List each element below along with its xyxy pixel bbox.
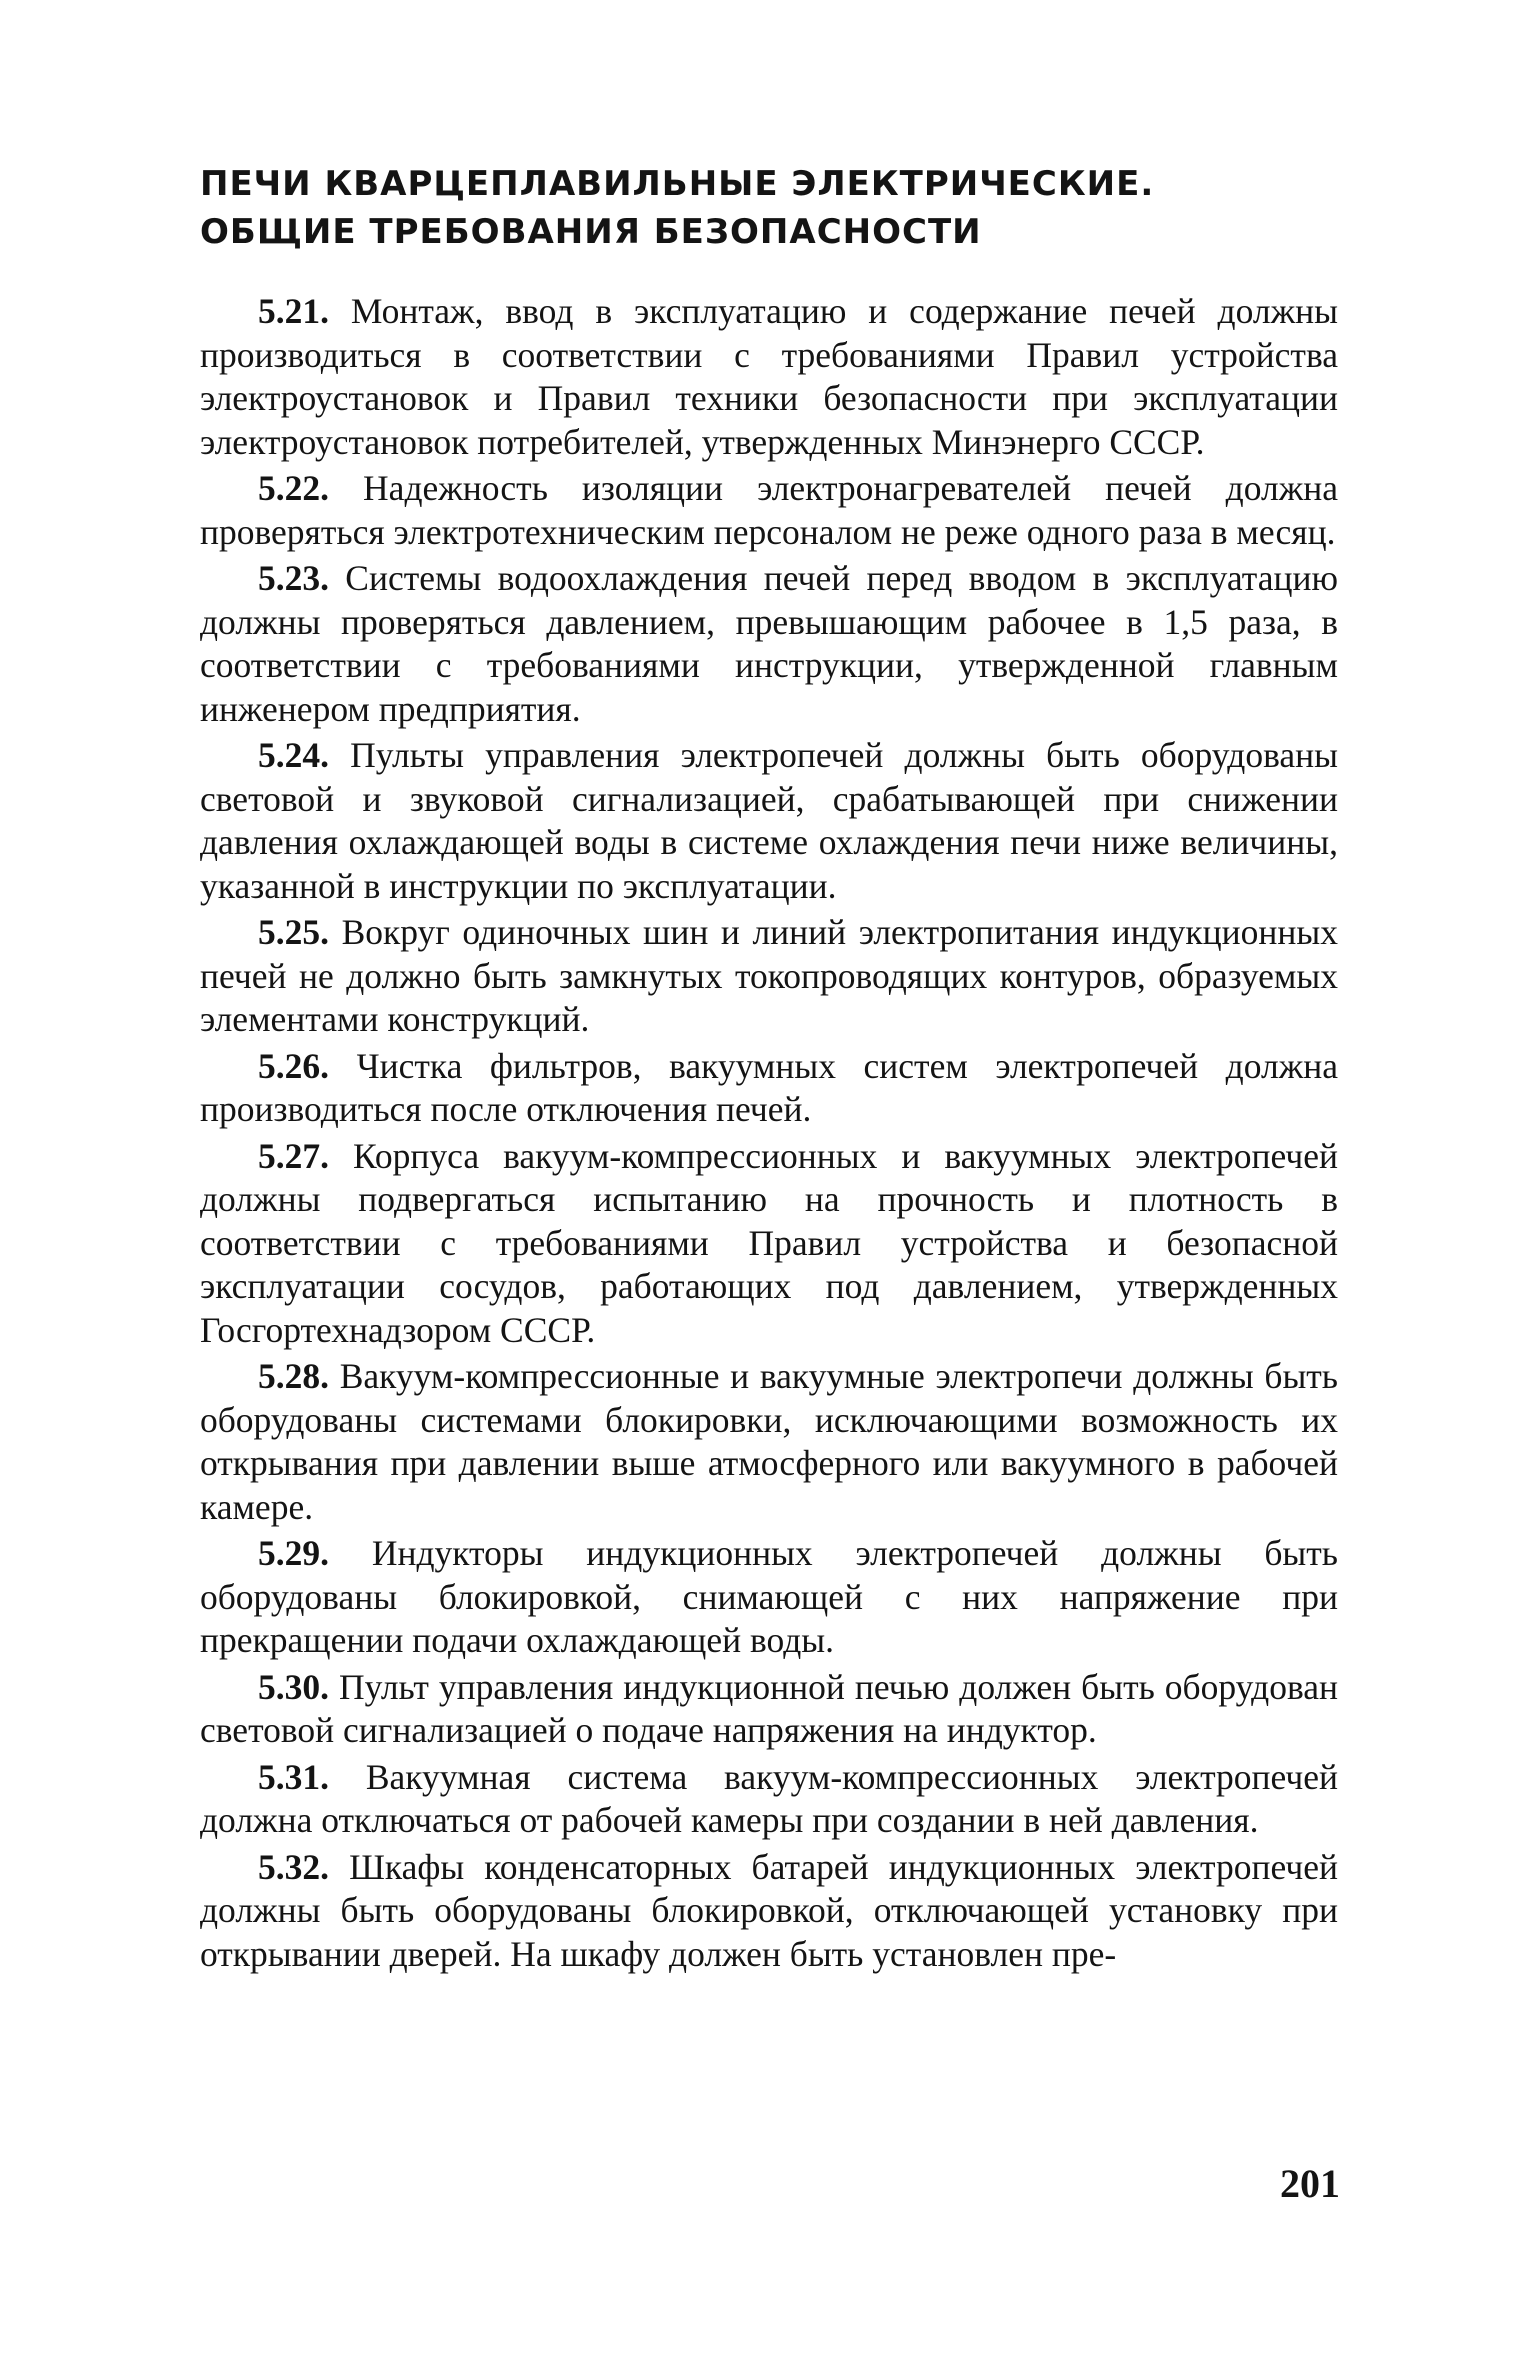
paragraph-number: 5.22. <box>258 468 329 508</box>
paragraph-text: Надежность изоляции электронагревателей печей должна проверяться электротехническим персоналом не реже одного раза в месяц. <box>200 468 1338 552</box>
paragraph-number: 5.21. <box>258 291 329 331</box>
paragraph-number: 5.29. <box>258 1533 329 1573</box>
paragraph-5-32 <box>200 1846 1338 1977</box>
paragraph-text: Шкафы конденсаторных батарей индукционных электропечей должны быть оборудованы блокировкой, отключающей установку при открывании дверей. На шкафу должен быть установлен пре- <box>200 1846 1338 1974</box>
paragraph-5-22 <box>200 467 1338 554</box>
paragraph-5-25 <box>200 911 1338 1042</box>
paragraph-5-28 <box>200 1355 1338 1529</box>
heading-line-1: ПЕЧИ КВАРЦЕПЛАВИЛЬНЫЕ ЭЛЕКТРИЧЕСКИЕ. <box>200 164 1155 204</box>
section-body <box>200 290 1338 1976</box>
paragraph-5-27 <box>200 1135 1338 1353</box>
paragraph-text: Вакуум-компрессионные и вакуумные электропечи должны быть оборудованы системами блокировки, исключающими возможность их открывания при давлении выше атмосферного или вакуумного в рабочей камере. <box>200 1356 1339 1527</box>
section-heading <box>200 160 1350 256</box>
paragraph-5-21 <box>200 290 1338 464</box>
paragraph-number: 5.32. <box>258 1846 329 1887</box>
paragraph-number: 5.27. <box>258 1135 329 1176</box>
paragraph-5-30 <box>200 1666 1338 1753</box>
paragraph-text: Чистка фильтров, вакуумных систем электропечей должна производиться после отключения печей. <box>200 1045 1339 1129</box>
paragraph-text: Вокруг одиночных шин и линий электропитания индукционных печей не должно быть замкнутых токопроводящих контуров, образуемых элементами конструкций. <box>200 912 1339 1039</box>
page-number: 201 <box>1280 2161 1340 2206</box>
paragraph-5-24 <box>200 734 1338 908</box>
paragraph-text: Пульты управления электропечей должны быть оборудованы световой и звуковой сигнализацией, срабатывающей при снижении давления охлаждающей воды в системе охлаждения печи ниже величины, указанной в инструкции по эксплуатации. <box>200 735 1338 906</box>
paragraph-text: Корпуса вакуум-компрессионных и вакуумных электропечей должны подвергаться испытанию на прочность и плотность в соответствии с требованиями Правил устройства и безопасной эксплуатации сосудов, работающих под давлением, утвержденных Госгортехнадзором СССР. <box>200 1135 1338 1350</box>
paragraph-text: Системы водоохлаждения печей перед вводом в эксплуатацию должны проверяться давлением, превышающим рабочее в 1,5 раза, в соответствии с требованиями инструкции, утвержденной главным инженером предприятия. <box>200 558 1338 729</box>
paragraph-5-31 <box>200 1756 1338 1843</box>
paragraph-text: Вакуумная система вакуум-компрессионных электропечей должна отключаться от рабочей камеры при создании в ней давления. <box>200 1756 1339 1840</box>
paragraph-5-29 <box>200 1532 1338 1663</box>
paragraph-text: Монтаж, ввод в эксплуатацию и содержание печей должны производиться в соответствии с требованиями Правил устройства электроустановок и Правил техники безопасности при эксплуатации электроустановок потребителей, утвержденных Минэнерго СССР. <box>200 291 1338 462</box>
paragraph-5-26 <box>200 1045 1338 1132</box>
heading-line-2: ОБЩИЕ ТРЕБОВАНИЯ БЕЗОПАСНОСТИ <box>200 212 982 252</box>
paragraph-number: 5.25. <box>258 912 329 952</box>
paragraph-text: Пульт управления индукционной печью должен быть оборудован световой сигнализацией о подаче напряжения на индуктор. <box>200 1666 1338 1750</box>
paragraph-5-23 <box>200 557 1338 731</box>
paragraph-number: 5.30. <box>258 1666 329 1707</box>
paragraph-number: 5.31. <box>258 1756 329 1797</box>
paragraph-text: Индукторы индукционных электропечей должны быть оборудованы блокировкой, снимающей с них напряжение при прекращении подачи охлаждающей воды. <box>200 1533 1338 1660</box>
paragraph-number: 5.26. <box>258 1045 329 1086</box>
paragraph-number: 5.28. <box>258 1356 329 1396</box>
paragraph-number: 5.23. <box>258 558 329 598</box>
paragraph-number: 5.24. <box>258 735 329 775</box>
